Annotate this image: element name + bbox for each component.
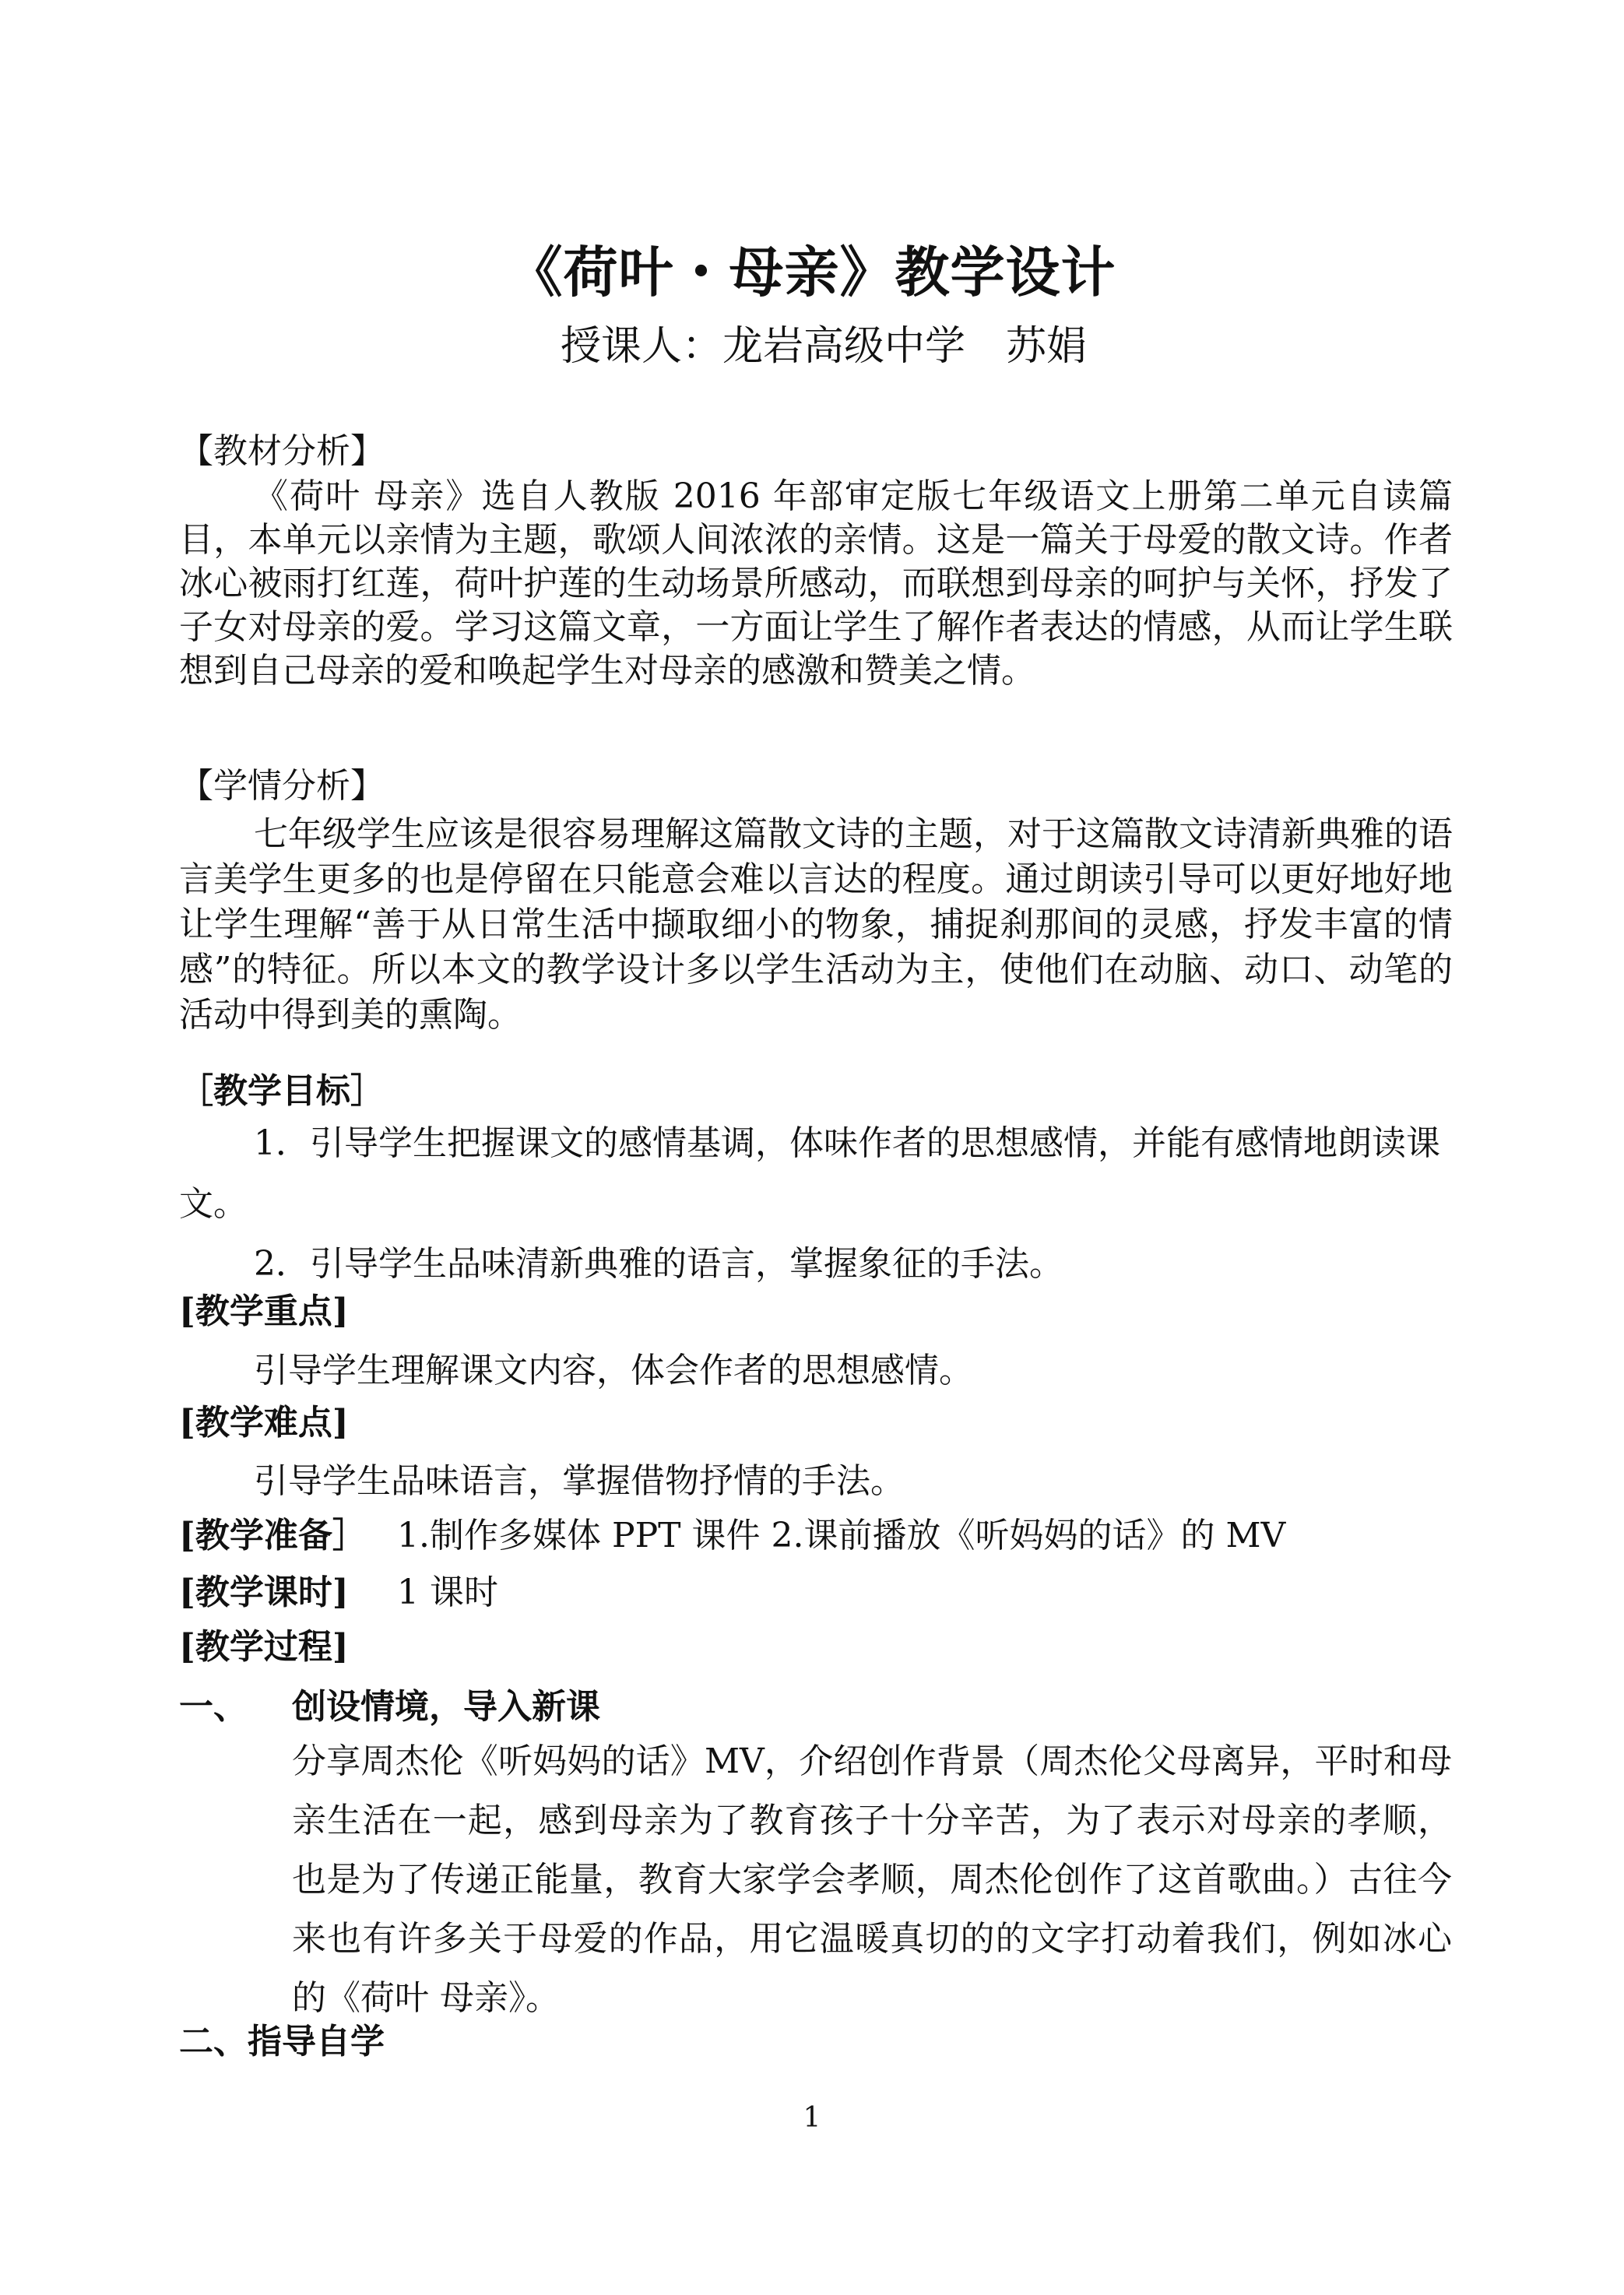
page-number: 1: [803, 2102, 821, 2134]
difficulty-heading: [教学难点]: [179, 1403, 349, 1443]
step1-number: 一、: [179, 1687, 248, 1727]
goal-item: 2．引导学生品味清新典雅的语言，掌握象征的手法。: [254, 1244, 1063, 1284]
step1-title: 创设情境，导入新课: [292, 1687, 600, 1727]
material-heading: 【教材分析】: [179, 431, 385, 471]
focus-heading: [教学重点]: [179, 1292, 349, 1331]
goals-heading: ［教学目标］: [179, 1071, 385, 1111]
material-paragraph: 《荷叶 母亲》选自人教版 2016 年部审定版七年级语文上册第二单元自读篇目，本单元以亲情为主题，歌颂人间浓浓的亲情。这是一篇关于母爱的散文诗。作者冰心被雨打红莲，荷叶护莲的生动场景所感动，而联想到母亲的呵护与关怀，抒发了子女对母亲的爱。学习这篇文章，一方面让学生了解作者表达的情感，从而让学生联想到自己母亲的爱和唤起学生对母亲的感激和赞美之情。: [179, 476, 1453, 691]
step2-title: 二、指导自学: [179, 2022, 385, 2061]
goal-item: 1．引导学生把握课文的感情基调，体味作者的思想感情，并能有感情地朗读课文。: [179, 1123, 1440, 1224]
process-heading: [教学过程]: [179, 1627, 349, 1667]
learner-paragraph: 七年级学生应该是很容易理解这篇散文诗的主题，对于这篇散文诗清新典雅的语言美学生更多的也是停留在只能意会难以言达的程度。通过朗读引导可以更好地好地让学生理解“善于从日常生活中撷取细小的物象，捕捉刹那间的灵感，抒发丰富的情感”的特征。所以本文的教学设计多以学生活动为主，使他们在动脑、动口、动笔的活动中得到美的熏陶。: [179, 814, 1453, 1035]
difficulty-text: 引导学生品味语言，掌握借物抒情的手法。: [254, 1461, 905, 1501]
prep-text: 1.制作多媒体 PPT 课件 2.课前播放《听妈妈的话》的 MV: [397, 1516, 1286, 1555]
document-subtitle: 授课人：龙岩高级中学 苏娟: [561, 323, 1088, 370]
step1-paragraph: 分享周杰伦《听妈妈的话》MV，介绍创作背景（周杰伦父母离异，平时和母亲生活在一起，感到母亲为了教育孩子十分辛苦，为了表示对母亲的孝顺，也是为了传递正能量，教育大家学会孝顺，周杰伦创作了这首歌曲。）古往今来也有许多关于母爱的作品，用它温暖真切的的文字打动着我们，例如冰心的《荷叶 母亲》。: [292, 1741, 1452, 2018]
document-title: 《荷叶・母亲》教学设计: [508, 240, 1116, 304]
focus-text: 引导学生理解课文内容，体会作者的思想感情。: [254, 1351, 973, 1390]
hours-text: 1 课时: [397, 1573, 498, 1612]
prep-heading: [教学准备］: [179, 1516, 367, 1555]
hours-heading: [教学课时]: [179, 1573, 349, 1612]
learner-heading: 【学情分析】: [179, 766, 385, 806]
